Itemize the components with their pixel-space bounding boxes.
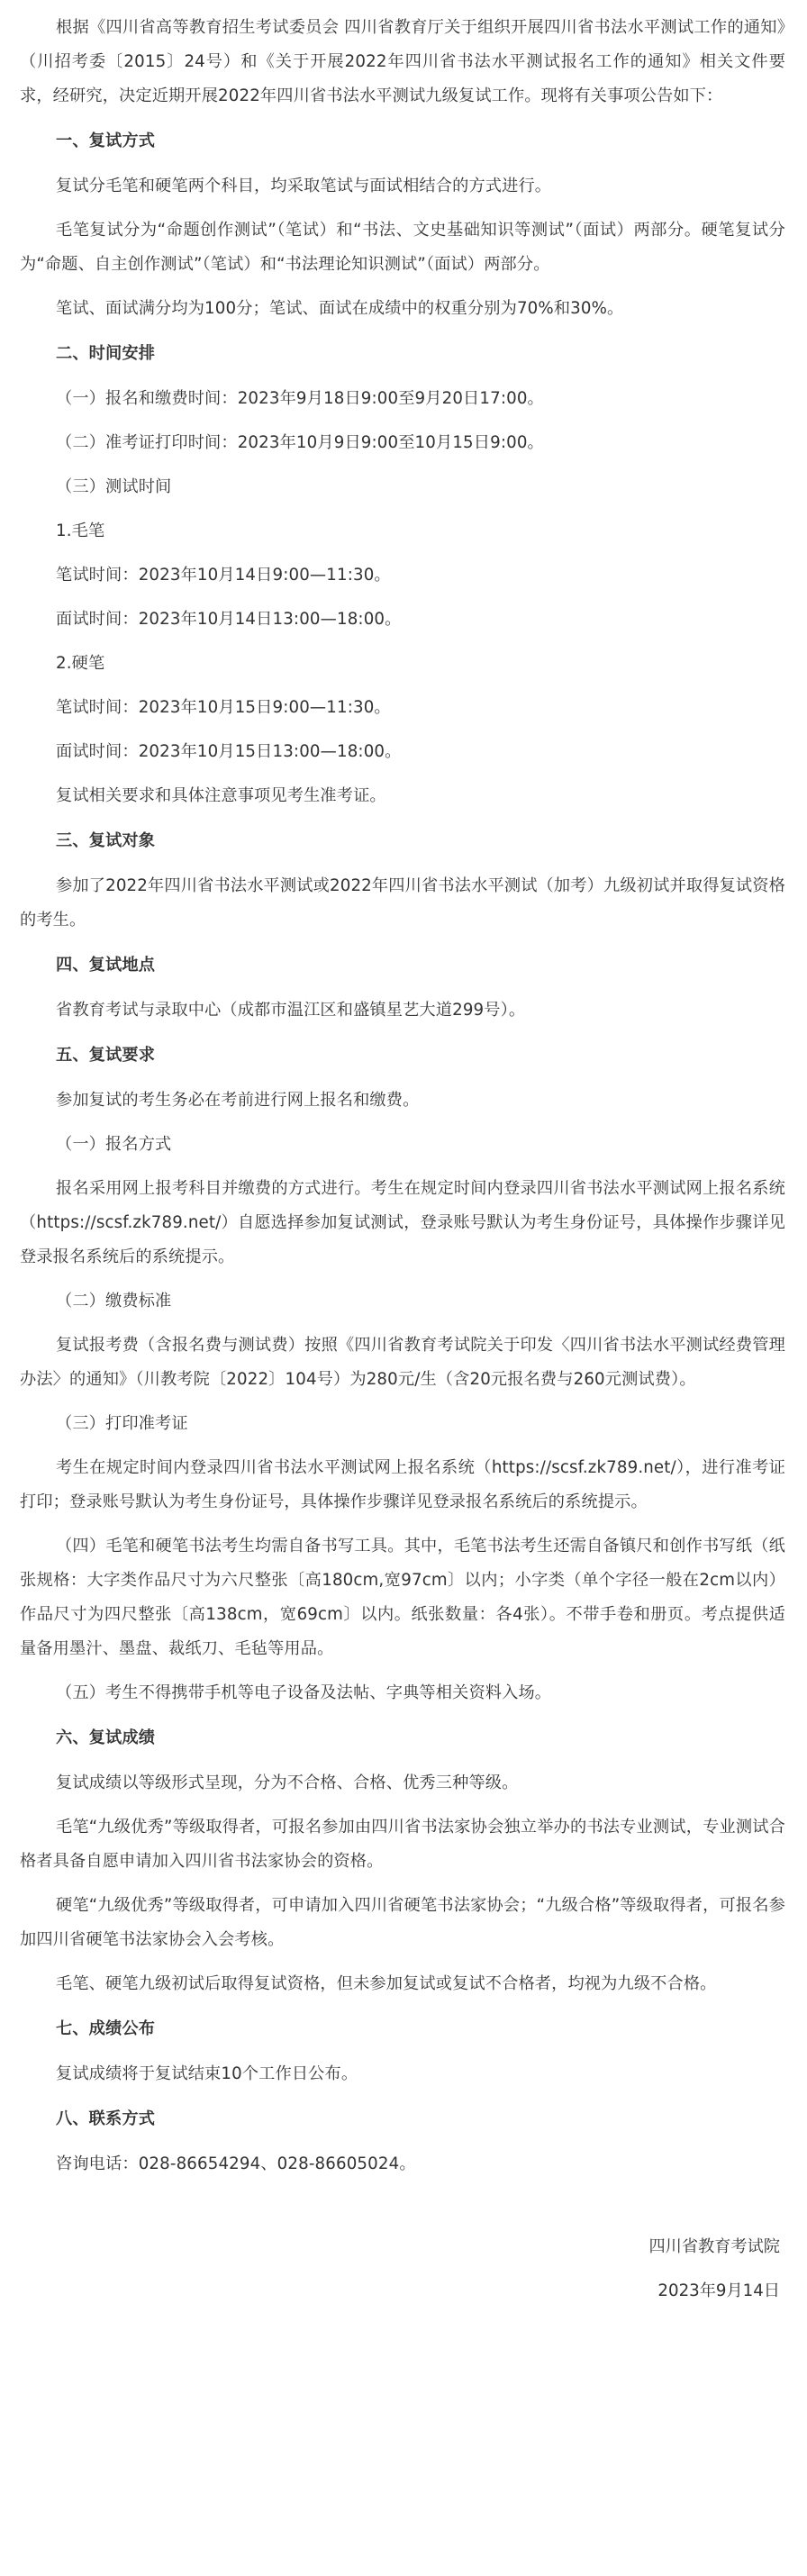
body-paragraph: 1.毛笔 (56, 522, 105, 540)
paragraph-gap (20, 2091, 785, 2101)
paragraph-gap (20, 282, 785, 292)
paragraph-gap (20, 1319, 785, 1329)
paragraph-gap (20, 1710, 785, 1720)
paragraph-gap (20, 416, 785, 426)
paragraph-gap (20, 1028, 785, 1038)
body-paragraph: （四）毛笔和硬笔书法考生均需自备书写工具。其中，毛笔书法考生还需自备镇尺和创作书写纸（纸张规格：大字类作品尺寸为六尺整张〔高180cm,宽97cm〕以内；小字类（单个字径一般在2cm以内）作品尺寸为四尺整张〔高138cm，宽69cm〕以内。纸张数量：各4张）。不带手卷和册页。考点提供适量备用墨汁、墨盘、裁纸刀、毛毡等用品。 (20, 1537, 785, 1658)
body-paragraph: 省教育考试与录取中心（成都市温江区和盛镇星艺大道299号）。 (56, 1001, 526, 1020)
section-heading: 二、时间安排 (56, 344, 156, 363)
paragraph-gap (20, 549, 785, 558)
paragraph-gap (20, 2001, 785, 2011)
body-paragraph: 笔试时间：2023年10月14日9:00—11:30。 (56, 566, 391, 585)
paragraph-gap (20, 1397, 785, 1407)
paragraph-gap (20, 2047, 785, 2057)
paragraph-gap (20, 1957, 785, 1967)
paragraph-gap (20, 593, 785, 603)
paragraph-gap (20, 460, 785, 470)
paragraph-gap (20, 2137, 785, 2147)
paragraph-gap (20, 1756, 785, 1766)
body-paragraph: 报名采用网上报考科目并缴费的方式进行。考生在规定时间内登录四川省书法水平测试网上报名系统（https://scsf.zk789.net/）自愿选择参加复试测试，登录账号默认为考生身份证号，具体操作步骤详见登录报名系统后的系统提示。 (20, 1179, 785, 1266)
section-heading: 三、复试对象 (56, 831, 156, 850)
section-heading: 五、复试要求 (56, 1046, 156, 1065)
body-paragraph: 咨询电话：028-86654294、028-86605024。 (56, 2154, 416, 2173)
paragraph-gap (20, 984, 785, 993)
paragraph-gap (20, 1441, 785, 1451)
paragraph-gap (20, 1274, 785, 1284)
body-paragraph: 笔试、面试满分均为100分；笔试、面试在成绩中的权重分别为70%和30%。 (56, 299, 624, 318)
paragraph-gap (20, 504, 785, 514)
body-paragraph: 毛笔“九级优秀”等级取得者，可报名参加由四川省书法家协会独立举办的书法专业测试，专业测试合格者具备自愿申请加入四川省书法家协会的资格。 (20, 1818, 785, 1871)
body-paragraph: 面试时间：2023年10月15日13:00—18:00。 (56, 742, 402, 761)
body-paragraph: （三）测试时间 (56, 477, 172, 496)
signature-gap (20, 2264, 785, 2274)
body-paragraph: 面试时间：2023年10月14日13:00—18:00。 (56, 610, 402, 629)
paragraph-gap (20, 1118, 785, 1128)
body-paragraph: （二）缴费标准 (56, 1292, 172, 1311)
body-paragraph: 参加复试的考生务必在考前进行网上报名和缴费。 (56, 1091, 420, 1110)
section-heading: 六、复试成绩 (56, 1728, 156, 1747)
paragraph-gap (20, 1879, 785, 1889)
paragraph-gap (20, 326, 785, 336)
announcement-body (20, 11, 785, 2181)
signature-spacer (20, 2181, 785, 2230)
body-paragraph: （三）打印准考证 (56, 1414, 188, 1433)
body-paragraph: 复试报考费（含报名费与测试费）按照《四川省教育考试院关于印发〈四川省书法水平测试经费管理办法〉的通知》（川教考院〔2022〕104号）为280元/生（含20元报名费与260元测试费）。 (20, 1336, 785, 1389)
paragraph-gap (20, 681, 785, 691)
paragraph-gap (20, 372, 785, 382)
paragraph-gap (20, 1666, 785, 1676)
body-paragraph: 2.硬笔 (56, 654, 105, 673)
paragraph-gap (20, 1162, 785, 1172)
body-paragraph: 毛笔复试分为“命题创作测试”（笔试）和“书法、文史基础知识等测试”（面试）两部分。硬笔复试分为“命题、自主创作测试”（笔试）和“书法理论知识测试”（面试）两部分。 (20, 221, 785, 274)
body-paragraph: 硬笔“九级优秀”等级取得者，可申请加入四川省硬笔书法家协会；“九级合格”等级取得者，可报名参加四川省硬笔书法家协会入会考核。 (20, 1896, 785, 1949)
section-heading: 八、联系方式 (56, 2109, 156, 2128)
issue-date: 2023年9月14日 (657, 2281, 780, 2300)
paragraph-gap (20, 769, 785, 779)
paragraph-gap (20, 1800, 785, 1810)
paragraph-gap (20, 813, 785, 823)
paragraph-gap (20, 204, 785, 213)
paragraph-gap (20, 113, 785, 123)
paragraph-gap (20, 725, 785, 735)
section-heading: 七、成绩公布 (56, 2019, 156, 2038)
paragraph-gap (20, 1074, 785, 1084)
body-paragraph: 考生在规定时间内登录四川省书法水平测试网上报名系统（https://scsf.zk789.net/），进行准考证打印；登录账号默认为考生身份证号，具体操作步骤详见登录报名系统后的系统提示。 (20, 1458, 785, 1511)
paragraph-gap (20, 859, 785, 869)
paragraph-gap (20, 159, 785, 169)
body-paragraph: 笔试时间：2023年10月15日9:00—11:30。 (56, 698, 391, 717)
section-heading: 四、复试地点 (56, 956, 156, 975)
body-paragraph: （五）考生不得携带手机等电子设备及法帖、字典等相关资料入场。 (56, 1683, 552, 1702)
issuer-name: 四川省教育考试院 (648, 2237, 780, 2256)
body-paragraph: （一）报名方式 (56, 1135, 172, 1154)
body-paragraph: 复试成绩以等级形式呈现，分为不合格、合格、优秀三种等级。 (56, 1773, 519, 1792)
section-heading: 一、复试方式 (56, 132, 156, 150)
body-paragraph: 根据《四川省高等教育招生考试委员会 四川省教育厅关于组织开展四川省书法水平测试工作的通知》（川招考委〔2015〕24号）和《关于开展2022年四川省书法水平测试报名工作的通知》相关文件要求，经研究，决定近期开展2022年四川省书法水平测试九级复试工作。现将有关事项公告如下： (20, 18, 785, 105)
paragraph-gap (20, 1519, 785, 1529)
body-paragraph: 复试相关要求和具体注意事项见考生准考证。 (56, 786, 386, 805)
body-paragraph: 复试分毛笔和硬笔两个科目，均采取笔试与面试相结合的方式进行。 (56, 177, 552, 195)
body-paragraph: （二）准考证打印时间：2023年10月9日9:00至10月15日9:00。 (56, 433, 544, 452)
body-paragraph: 复试成绩将于复试结束10个工作日公布。 (56, 2064, 358, 2083)
body-paragraph: 参加了2022年四川省书法水平测试或2022年四川省书法水平测试（加考）九级初试并取得复试资格的考生。 (20, 876, 785, 930)
body-paragraph: （一）报名和缴费时间：2023年9月18日9:00至9月20日17:00。 (56, 389, 544, 408)
paragraph-gap (20, 637, 785, 647)
paragraph-gap (20, 938, 785, 948)
body-paragraph: 毛笔、硬笔九级初试后取得复试资格，但未参加复试或复试不合格者，均视为九级不合格。 (56, 1974, 717, 1993)
